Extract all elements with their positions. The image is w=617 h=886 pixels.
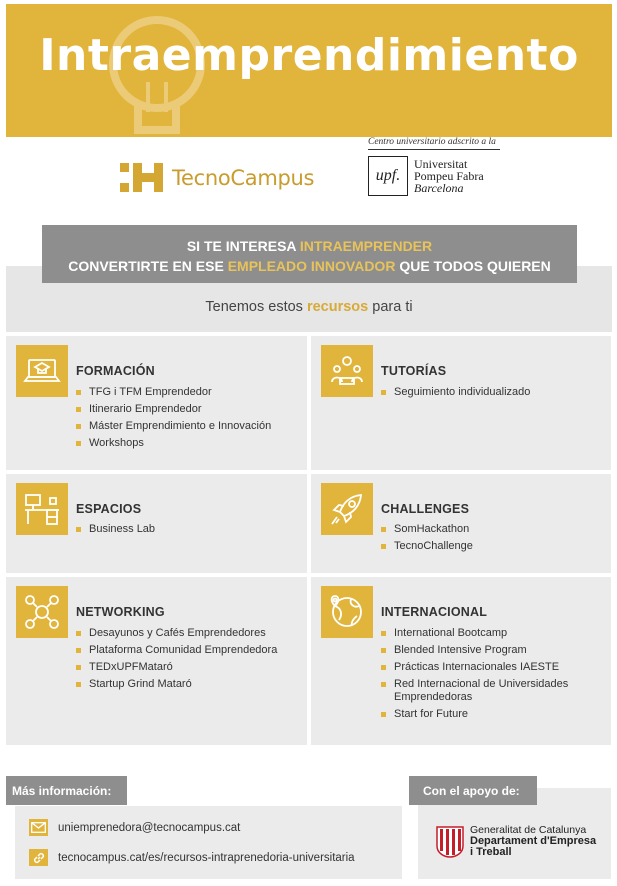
upf-affiliation-note: Centro universitario adscrito a la	[368, 137, 496, 147]
link-icon	[29, 849, 48, 866]
upf-name-line: Barcelona	[414, 181, 464, 195]
gencat-line: Generalitat de Catalunya	[470, 824, 587, 836]
mentoring-icon	[321, 345, 373, 397]
card-challenges	[311, 474, 611, 573]
headline-line-1	[42, 236, 577, 256]
list-item: SomHackathon	[381, 521, 473, 538]
headline-highlight: EMPLEADO INNOVADOR	[227, 258, 396, 274]
tecnocampus-mark-icon	[120, 163, 164, 193]
laptop-graduation-icon	[16, 345, 68, 397]
card-list	[381, 625, 611, 723]
gencat-line: i Treball	[470, 846, 512, 858]
subtitle-text: Tenemos estos	[205, 299, 307, 315]
support-label: Con el apoyo de:	[409, 776, 537, 805]
gencat-line: Departament d'Empresa	[470, 835, 597, 847]
gencat-name	[470, 825, 596, 858]
email-icon	[29, 819, 48, 836]
hero-banner	[6, 4, 612, 137]
card-espacios	[6, 474, 307, 573]
tecnocampus-logo	[120, 163, 314, 193]
divider	[368, 149, 500, 150]
headline-line-2	[42, 256, 577, 276]
url-row	[29, 849, 355, 866]
tecnocampus-wordmark: TecnoCampus	[172, 166, 315, 190]
card-tutorias	[311, 336, 611, 470]
email-link[interactable]: uniemprenedora@tecnocampus.cat	[58, 821, 241, 834]
headline-highlight: INTRAEMPRENDER	[299, 238, 433, 254]
catalan-flag-shield-icon	[436, 826, 464, 858]
headline-text: CONVERTIRTE EN ESE	[68, 258, 228, 274]
globe-pins-icon	[321, 586, 373, 638]
contact-panel	[15, 806, 402, 879]
list-item: TEDxUPFMataró	[76, 659, 277, 676]
list-item: Blended Intensive Program	[381, 642, 611, 659]
desk-workspace-icon	[16, 483, 68, 535]
page-title: Intraemprendimiento	[39, 30, 579, 81]
card-list	[76, 625, 277, 693]
card-list	[76, 384, 271, 452]
card-list	[381, 384, 530, 401]
card-title: NETWORKING	[76, 605, 165, 619]
list-item: Workshops	[76, 435, 271, 452]
website-link[interactable]: tecnocampus.cat/es/recursos-intraprenedoria-universitaria	[58, 851, 355, 864]
list-item: Desayunos y Cafés Emprendedores	[76, 625, 277, 642]
email-row	[29, 819, 240, 836]
headline-banner	[42, 225, 577, 283]
list-item: Plataforma Comunidad Emprendedora	[76, 642, 277, 659]
more-info-label: Más información:	[6, 776, 127, 805]
list-item: TecnoChallenge	[381, 538, 473, 555]
gencat-logo	[436, 825, 596, 858]
card-list	[381, 521, 473, 555]
upf-mark: upf.	[368, 156, 408, 196]
network-people-icon	[16, 586, 68, 638]
upf-name	[414, 158, 484, 194]
card-formacion	[6, 336, 307, 470]
list-item: Máster Emprendimiento e Innovación	[76, 418, 271, 435]
list-item: International Bootcamp	[381, 625, 611, 642]
upf-name-line: Universitat	[414, 157, 468, 171]
card-internacional	[311, 577, 611, 745]
card-title: TUTORÍAS	[381, 364, 447, 378]
list-item: Prácticas Internacionales IAESTE	[381, 659, 611, 676]
card-title: INTERNACIONAL	[381, 605, 488, 619]
headline-text: QUE TODOS QUIEREN	[395, 258, 551, 274]
list-item: Seguimiento individualizado	[381, 384, 530, 401]
card-title: ESPACIOS	[76, 502, 142, 516]
headline-text: SI TE INTERESA	[186, 238, 300, 254]
list-item: Red Internacional de Universidades Emprendedoras	[381, 676, 611, 706]
subtitle-text: para ti	[368, 299, 413, 315]
card-title: CHALLENGES	[381, 502, 470, 516]
list-item: Startup Grind Mataró	[76, 676, 277, 693]
card-title: FORMACIÓN	[76, 364, 155, 378]
list-item: Start for Future	[381, 706, 611, 723]
rocket-icon	[321, 483, 373, 535]
upf-name-line: Pompeu Fabra	[414, 169, 484, 183]
upf-logo	[368, 156, 484, 196]
list-item: Itinerario Emprendedor	[76, 401, 271, 418]
subtitle-highlight: recursos	[306, 299, 369, 315]
card-networking	[6, 577, 307, 745]
resources-subtitle	[6, 299, 612, 315]
card-list	[76, 521, 155, 538]
list-item: TFG i TFM Emprendedor	[76, 384, 271, 401]
list-item: Business Lab	[76, 521, 155, 538]
